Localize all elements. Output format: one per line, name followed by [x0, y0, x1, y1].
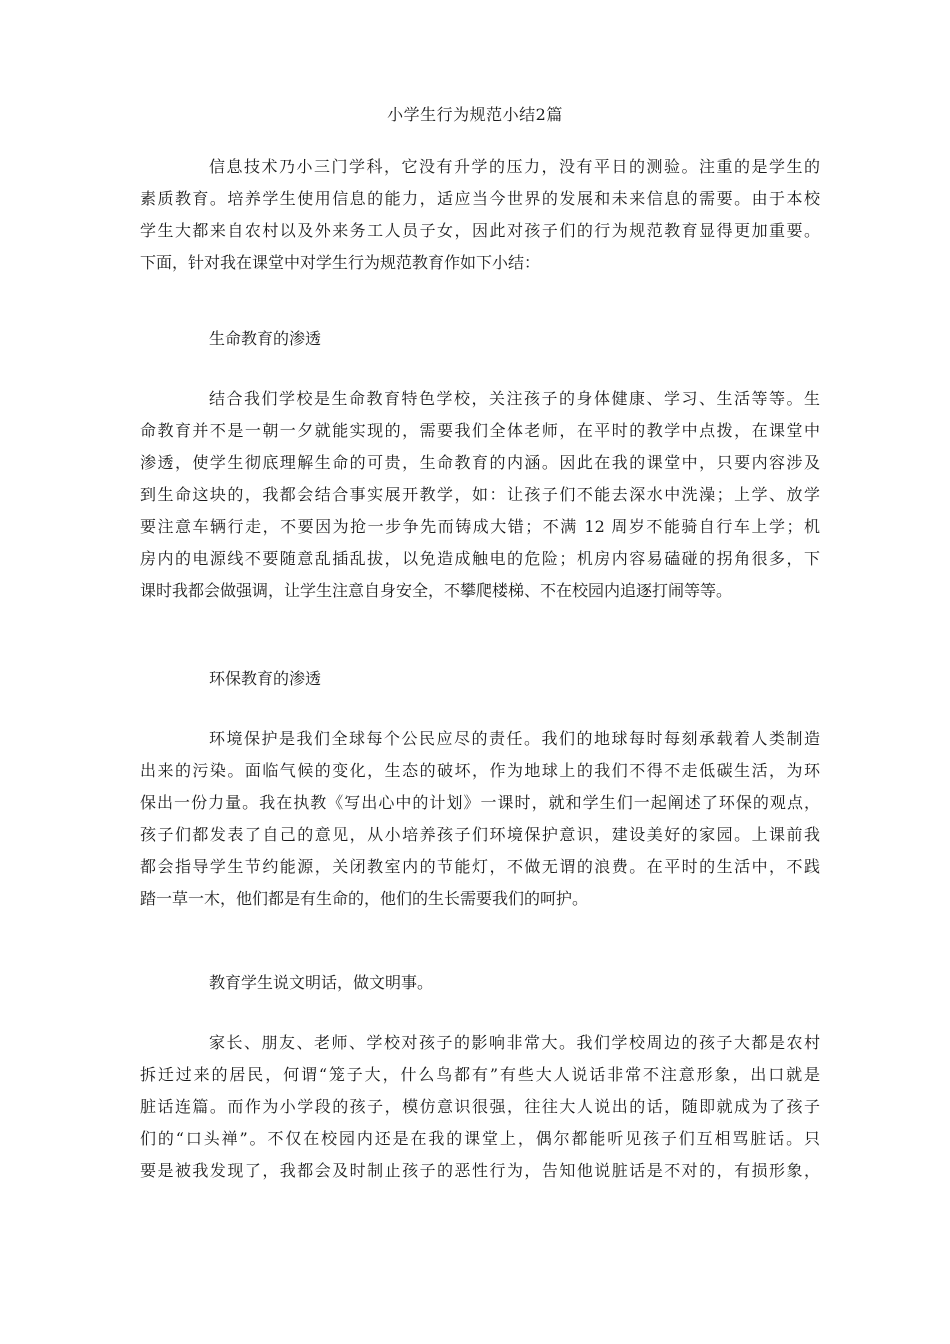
- paragraph-line: 要是被我发现了，我都会及时制止孩子的恶性行为，告知他说脏话是不对的，有损形象，: [140, 1161, 820, 1180]
- paragraph-line: 环境保护是我们全球每个公民应尽的责任。我们的地球每时每刻承载着人类制造: [209, 729, 820, 748]
- paragraph-environment-education: [140, 723, 820, 915]
- paragraph-line: 渗透，使学生彻底理解生命的可贵，生命教育的内涵。因此在我的课堂中，只要内容涉及: [140, 453, 820, 472]
- paragraph-line: 信息技术乃小三门学科，它没有升学的压力，没有平日的测验。注重的是学生的: [209, 157, 820, 176]
- paragraph-line: 学生大都来自农村以及外来务工人员子女，因此对孩子们的行为规范教育显得更加重要。: [140, 221, 820, 240]
- paragraph-line: 们的“口头禅”。不仅在校园内还是在我的课堂上，偶尔都能听见孩子们互相骂脏话。只: [140, 1129, 820, 1148]
- paragraph-line: 出来的污染。面临气候的变化，生态的破坏，作为地球上的我们不得不走低碳生活，为环: [140, 761, 820, 780]
- paragraph-life-education: [140, 383, 820, 607]
- paragraph-line: 孩子们都发表了自己的意见，从小培养孩子们环境保护意识，建设美好的家园。上课前我: [140, 825, 820, 844]
- paragraph-line: 要注意车辆行走，不要因为抢一步争先而铸成大错；不满 12 周岁不能骑自行车上学；机: [140, 517, 820, 536]
- paragraph-line: 课时我都会做强调，让学生注意自身安全，不攀爬楼梯、不在校园内追逐打闹等等。: [140, 581, 733, 600]
- paragraph-line: 拆迁过来的居民，何谓“笼子大，什么鸟都有”有些大人说话非常不注意形象，出口就是: [140, 1065, 820, 1084]
- paragraph-line: 结合我们学校是生命教育特色学校，关注孩子的身体健康、学习、生活等等。生: [209, 389, 820, 408]
- section-heading-life-education: 生命教育的渗透: [209, 329, 322, 348]
- paragraph-line: 到生命这块的，我都会结合事实展开教学，如：让孩子们不能去深水中洗澡；上学、放学: [140, 485, 820, 504]
- paragraph-line: 命教育并不是一朝一夕就能实现的，需要我们全体老师，在平时的教学中点拨，在课堂中: [140, 421, 820, 440]
- paragraph-line: 踏一草一木，他们都是有生命的，他们的生长需要我们的呵护。: [140, 889, 589, 908]
- paragraph-line: 下面，针对我在课堂中对学生行为规范教育作如下小结：: [140, 253, 541, 272]
- section-heading-environment-education: 环保教育的渗透: [209, 669, 322, 688]
- paragraph-intro: [140, 151, 820, 279]
- paragraph-line: 家长、朋友、老师、学校对孩子的影响非常大。我们学校周边的孩子大都是农村: [209, 1033, 820, 1052]
- paragraph-line: 都会指导学生节约能源，关闭教室内的节能灯，不做无谓的浪费。在平时的生活中，不践: [140, 857, 820, 876]
- paragraph-line: 房内的电源线不要随意乱插乱拔，以免造成触电的危险；机房内容易磕碰的拐角很多，下: [140, 549, 820, 568]
- paragraph-line: 保出一份力量。我在执教《写出心中的计划》一课时，就和学生们一起阐述了环保的观点，: [140, 793, 820, 812]
- paragraph-civil-speech: [140, 1027, 820, 1187]
- document-title: 小学生行为规范小结2篇: [387, 105, 563, 124]
- paragraph-line: 素质教育。培养学生使用信息的能力，适应当今世界的发展和未来信息的需要。由于本校: [140, 189, 820, 208]
- section-heading-civil-speech: 教育学生说文明话，做文明事。: [209, 973, 434, 992]
- paragraph-line: 脏话连篇。而作为小学段的孩子，模仿意识很强，往往大人说出的话，随即就成为了孩子: [140, 1097, 820, 1116]
